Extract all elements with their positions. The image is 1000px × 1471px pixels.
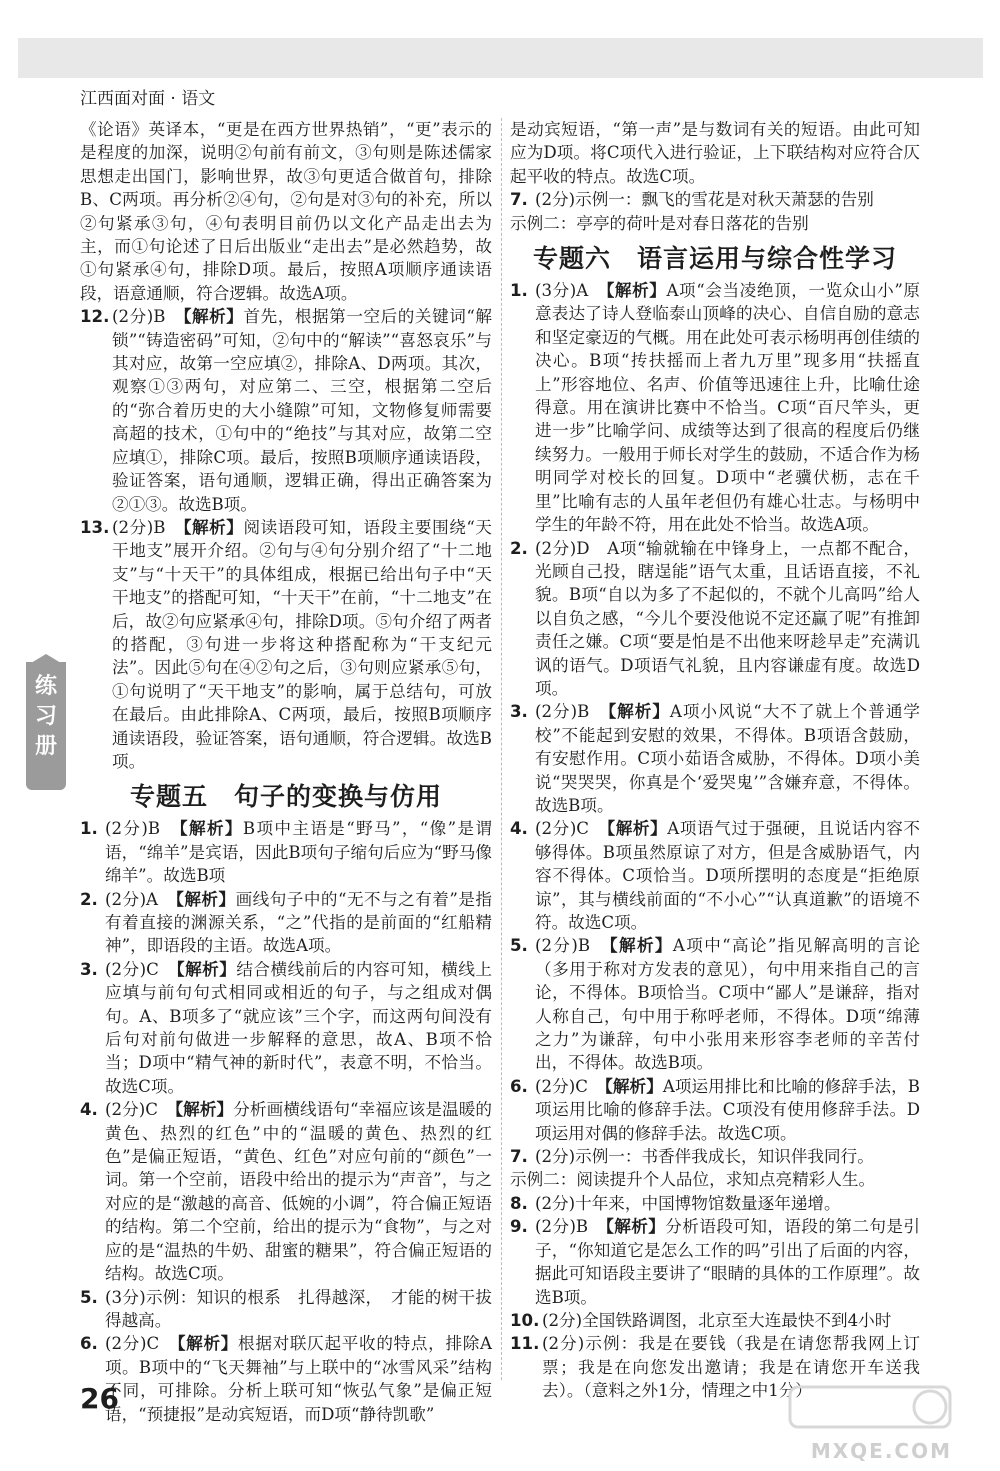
answer-head: (2分) [535,1193,576,1213]
analysis-tag: 【解析】 [179,819,243,839]
answer-head: (2分)A [105,889,159,909]
answer-item [510,1309,920,1332]
analysis-tag: 【解析】 [177,1334,239,1354]
example-line-2: 示例二：亭亭的荷叶是对春日落花的告别 [510,213,809,233]
answer-head: (2分) [535,190,576,210]
answer-head: (2分)C [535,819,589,839]
side-tab-exercise-book [26,662,66,790]
answer-body: 阅读语段可知，语段主要围绕“天干地支”展开介绍。②句与④句分别介绍了“十二地支”与“十天干”的具体组成，根据已给出句子中“天干地支”的搭配可知，“十天干”在前，“十二地支”在后，故②句应紧承④句，排除D项。⑤句介绍了两者的搭配，③句进一步将这种搭配称为“干支纪元法”。因此⑤句在④②句之后，③句则应紧承⑤句，①句说明了“天干地支”的影响，属于总结句，可放在最后。由此排除A、C两项，最后，按照B项顺序通读语段，验证答案，语句通顺，符合逻辑。故选B项。 [112,517,493,771]
answer-body: A项语气过于强硬，且说话内容不够得体。B项虽然原谅了对方，但是含威胁语气，内容不得体。C项恰当。D项所摆明的态度是“拒绝原谅”，其与横线前面的“不小心”“认真道歉”的语境不符。故选C项。 [535,819,920,932]
answer-head: (2分)D [535,538,590,558]
answer-number: 13. [80,517,110,537]
answer-12 [80,305,492,516]
answer-body: B项中主语是“野马”，“像”是谓语，“绵羊”是宾语，因此B项句子缩句后应为“野马像绵羊”。故选B项 [105,819,493,886]
answer-head: (2分) [535,1147,576,1167]
analysis-tag: 【解析】 [176,959,237,979]
answer-item [510,1215,920,1309]
answer-head: (2分)C [535,1076,588,1096]
answer-body: A项“输就输在中锋身上，一点都不配合，光顾自己投，瞎逞能”语气太重，且话语直接，不礼貌。B项“自以为多了不起似的，不就个儿高吗”给人以自负之感，“今儿个要没他说不定还赢了呢”有推卸责任之嫌。C项“要是怕是不出他来呀趁早走”充满讥讽的语气。D项语气礼貌，且内容谦虚有度。故选D项。 [535,538,921,698]
answer-number: 5. [510,936,528,956]
analysis-tag: 【解析】 [609,936,673,956]
answer-number: 2. [510,538,528,558]
top-bar [18,38,983,78]
analysis-tag: 【解析】 [606,819,668,839]
section-title-6: 专题六 语言运用与综合性学习 [532,244,897,274]
analysis-tag: 【解析】 [183,307,244,327]
answer-number: 7. [510,190,528,210]
answer-item [510,817,920,934]
answer-item [80,1286,492,1333]
answer-head: (2分)B [535,702,590,722]
answer-body: 全国铁路调图，北京至大连最快不到4小时 [582,1310,892,1330]
analysis-tag: 【解析】 [604,1076,663,1096]
answer-number: 8. [510,1193,528,1213]
answer-item [510,700,920,817]
answer-head: (2分) [542,1334,585,1354]
answer-body: 示例一：书香伴我成长，知识伴我同行。 [575,1147,874,1167]
answer-number: 4. [80,1100,98,1120]
answer-body: A项中“高论”指见解高明的言论（多用于称对方发表的意见），句中用来指自己的言论，不得体。B项恰当。C项中“鄙人”是谦辞，指对人称自己，句中用于称呼老师，不得体。D项“绵薄之力”为谦辞，句中小张用来形容李老师的辛苦付出，不得体。故选B项。 [535,936,921,1073]
analysis-tag: 【解析】 [175,889,236,909]
answer-number: 6. [510,1076,528,1096]
example-line-2: 示例二：阅读提升个人品位，求知点亮精彩人生。 [510,1170,876,1190]
side-tab-char-3: 册 [34,734,57,759]
answer-13 [80,516,492,773]
left-column [80,118,492,1426]
answer-item [510,934,920,1074]
analysis-tag: 【解析】 [174,1100,234,1120]
answer-item [510,1145,920,1168]
answer-head: (3分)A [535,281,589,301]
answer-number: 9. [510,1217,528,1237]
continued-answer-6: 是动宾短语，“第一声”是与数词有关的短语。由此可知应为D项。将C项代入进行验证，上下联结构对应符合仄起平收的特点。故选C项。 [510,120,920,186]
answer-head: (2分)C [105,959,159,979]
section-5-answers [80,817,492,1426]
answer-body: A项运用排比和比喻的修辞手法，B项运用比喻的修辞手法。C项没有使用修辞手法。D项运用对偶的修辞手法。故选C项。 [535,1076,921,1143]
answer-body: 结合横线前后的内容可知，横线上应填与前句句式相同或相近的句子，与之组成对偶句。A、B项多了“就应该”三个字，而这两句间没有后句对前句做进一步解释的意思，故A、B项不恰当；D项中“精气神的新时代”，表意不明，不恰当。故选C项。 [105,959,493,1096]
answer-head: (2分)B [112,307,166,327]
answer-number: 3. [510,702,528,722]
answer-body: 十年来，中国博物馆数量逐年递增。 [575,1193,841,1213]
answer-body: 示例：知识的根系 扎得越深， 才能的树干拔得越高。 [105,1287,492,1330]
analysis-tag: 【解析】 [183,517,244,537]
page-number: 26 [80,1382,119,1415]
analysis-tag: 【解析】 [606,281,667,301]
answer-head: (2分)B [105,819,161,839]
section-6-answers [510,279,920,1403]
answer-number: 10. [510,1310,540,1330]
answer-head: (2分)C [105,1334,160,1354]
analysis-tag: 【解析】 [605,1217,666,1237]
answer-body: A项小风说“大不了就上个普通学校”不能起到安慰的效果，不得体。B项语含鼓励，有安慰作用。C项小茹语含威胁，不得体。D项小美说“哭哭哭，你真是个‘爱哭鬼’”含嫌弃意，不得体。故选B项。 [535,702,921,815]
answer-number: 2. [80,889,98,909]
running-header: 江西面对面 · 语文 [80,89,216,109]
answer-body: 首先，根据第一空后的关键词“解锁”“铸造密码”可知，②句中的“解读”“喜怒哀乐”与其对应，故第一空应填②，排除A、D两项。其次，观察①③两句，对应第二、三空，根据第二空后的“弥合着历史的大小缝隙”可知，文物修复师需要高超的技术，①句中的“绝技”与其对应，故第二空应填①，排除C项。最后，按照B项顺序通读语段，验证答案，语句通顺，逻辑正确，得出正确答案为②①③。故选B项。 [112,307,493,514]
answer-head: (2分)B [535,1217,589,1237]
continued-answer-11: 《论语》英译本，“更是在西方世界热销”，“更”表示的是程度的加深，说明②句前有前文，③句则是陈述儒家思想走出国门，影响世界，故③句更适合做首句，排除B、C两项。再分析②④句，②句是对③句的补充，所以②句紧承③句，④句表明目前仍以文化产品走出去为主，而①句论述了日后出版业“走出去”是必然趋势，故①句紧承④句，排除D项。最后，按照A项顺序通读语段，语意通顺，符合逻辑。故选A项。 [80,120,492,303]
answer-number: 3. [80,959,98,979]
answer-item [80,888,492,958]
answer-item [80,1098,492,1285]
example-line-1: 示例一：飘飞的雪花是对秋天萧瑟的告别 [575,190,874,210]
answer-number: 1. [80,819,98,839]
answer-body: 画线句子中的“无不与之有着”是指有着直接的渊源关系，“之”代指的是前面的“红船精神”，即语段的主语。故选A项。 [105,889,492,956]
answer-number: 12. [80,307,110,327]
answer-body: 根据对联仄起平收的特点，排除A项。B项中的“飞天舞袖”与上联中的“冰雪风采”结构不同，可排除。分析上联可知“恢弘气象”是偏正短语，“预捷报”是动宾短语，而D项“静待凯歌” [105,1334,493,1424]
answer-head: (2分)B [535,936,591,956]
analysis-tag: 【解析】 [607,702,670,722]
section-title-5: 专题五 句子的变换与仿用 [129,782,442,812]
answer-item [510,1075,920,1145]
side-tab-char-1: 练 [34,674,57,699]
answer-number: 6. [80,1334,98,1354]
side-tab-char-2: 习 [34,704,57,729]
answer-item [510,1192,920,1215]
answer-body: 分析画横线语句“幸福应该是温暖的黄色、热烈的红色”中的“温暖的黄色、热烈的红色”是偏正短语，“黄色、红色”对应句前的“颜色”一词。第一个空前，语段中给出的提示为“声音”，与之对应的是“激越的高音、低婉的小调”，符合偏正短语的结构。第二个空前，给出的提示为“食物”，与之对应的是“温热的牛奶、甜蜜的糖果”，符合偏正短语的结构。故选C项。 [105,1100,493,1284]
answer-head: (2分) [542,1310,583,1330]
answer-item [80,958,492,1098]
answer-head: (2分)C [105,1100,158,1120]
answer-head: (2分)B [112,517,166,537]
answer-number: 4. [510,819,528,839]
right-column [510,118,920,1403]
watermark-text: MXQE.COM [810,1439,952,1463]
answer-item [510,279,920,536]
answer-number: 11. [510,1334,540,1354]
answer-body: 分析语段可知，语段的第二句是引子，“你知道它是怎么工作的吗”引出了后面的内容，据此可知语段主要讲了“眼睛的具体的工作原理”。故选B项。 [535,1217,921,1307]
column-divider [501,118,502,1380]
answer-item [80,1332,492,1426]
answer-number: 7. [510,1147,528,1167]
answer-number: 1. [510,281,528,301]
answer-item [80,817,492,887]
answer-number: 5. [80,1287,98,1307]
answer-body: A项“会当凌绝顶，一览众山小”原意表达了诗人登临泰山顶峰的决心、自信自励的意志和坚定豪迈的气概。用在此处可表示杨明再创佳绩的决心。B项“抟扶摇而上者九万里”现多用“扶摇直上”形容地位、名声、价值等迅速往上升，比喻仕途得意。用在演讲比赛中不恰当。C项“百尺竿头，更进一步”比喻学问、成绩等达到了很高的程度后仍继续努力。一般用于师长对学生的鼓励，不适合作为杨明同学对校长的回复。D项中“老骥伏枥，志在千里”比喻有志的人虽年老但仍有雄心壮志。与杨明中学生的年龄不符，用在此处不恰当。故选A项。 [535,281,920,535]
answer-body: 示例：我是在要钱（我是在请您帮我网上订票；我是在向您发出邀请；我是在请您开车送我去）。（意料之外1分，情理之中1分） [542,1334,921,1401]
answer-item [510,537,920,701]
answer-head: (3分) [105,1287,146,1307]
answer-7-section5 [510,188,920,211]
